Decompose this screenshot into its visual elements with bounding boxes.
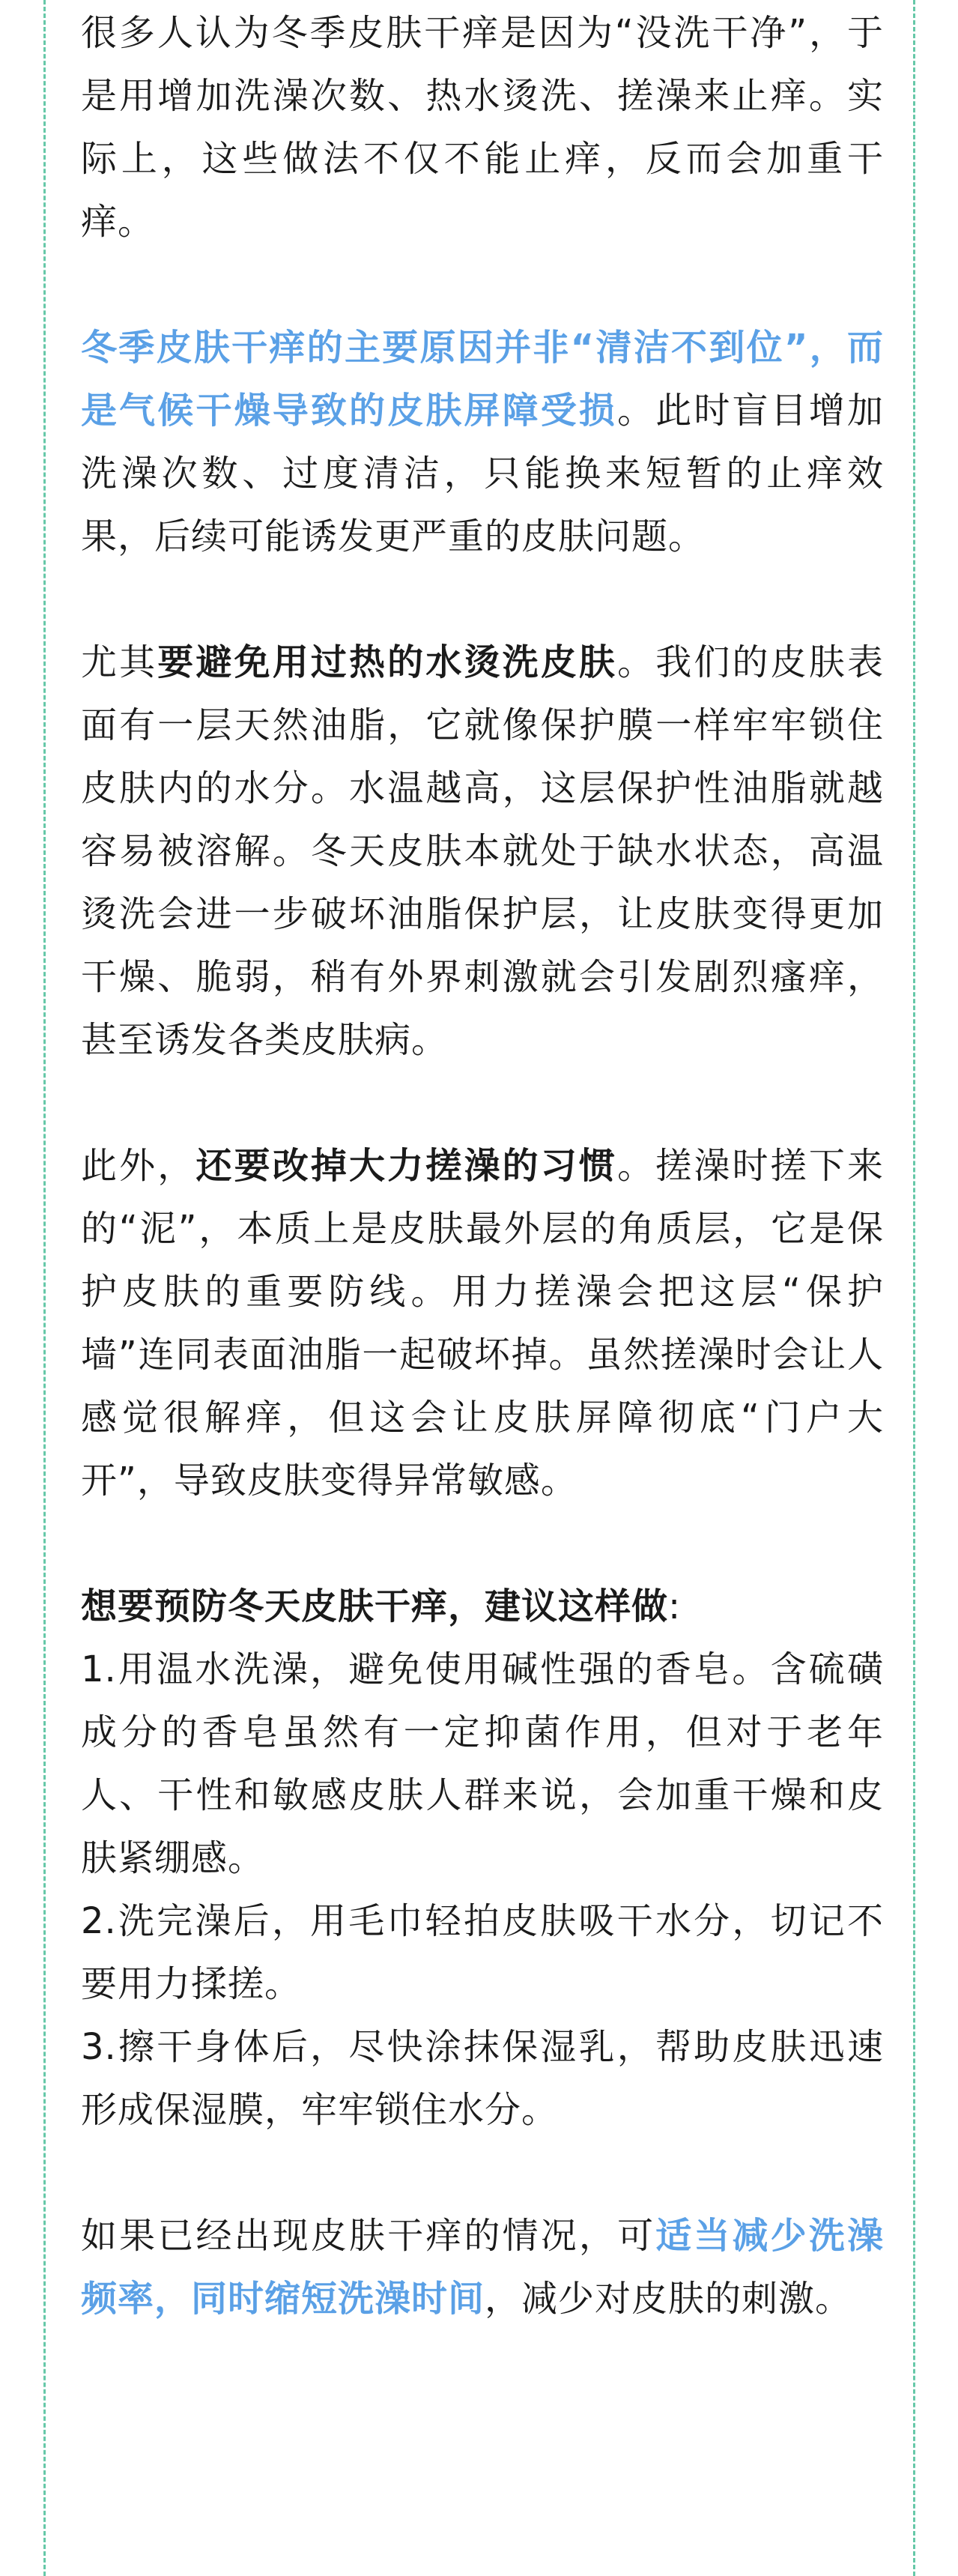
conclusion-prefix: 如果已经出现皮肤干痒的情况，可 bbox=[81, 2215, 656, 2257]
scrubbing-text: 。搓澡时搓下来的“泥”，本质上是皮肤最外层的角质层，它是保护皮肤的重要防线。用力搓澡会把这层“保护墙”连同表面油脂一起破坏掉。虽然搓澡时会让人感觉很解痒，但这会让皮肤屏障彻底“门户大开”，导致皮肤变得异常敏感。 bbox=[81, 1145, 884, 1502]
scrubbing-prefix: 此外， bbox=[81, 1145, 196, 1187]
paragraph-gap bbox=[81, 253, 884, 316]
advice-colon: : bbox=[668, 1585, 682, 1627]
paragraph-hot-water bbox=[81, 631, 884, 1071]
hot-water-prefix: 尤其 bbox=[81, 641, 158, 683]
paragraph-gap bbox=[81, 1071, 884, 1134]
bold-scrubbing: 还要改掉大力搓澡的习惯 bbox=[195, 1145, 618, 1187]
advice-item-2: 2.洗完澡后，用毛巾轻拍皮肤吸干水分，切记不要用力揉搓。 bbox=[81, 1900, 884, 2005]
paragraph-conclusion bbox=[81, 2204, 884, 2330]
paragraph-gap bbox=[81, 568, 884, 631]
bold-advice-heading: 想要预防冬天皮肤干痒，建议这样做 bbox=[81, 1585, 669, 1627]
paragraph-scrubbing bbox=[81, 1134, 884, 1512]
paragraph-gap bbox=[81, 2141, 884, 2204]
advice-heading bbox=[81, 1575, 884, 1638]
paragraph-cause bbox=[81, 316, 884, 568]
highlight-cause: 冬季皮肤干痒的主要原因并非“清洁不到位”，而是气候干燥导致的皮肤屏障受损 bbox=[81, 327, 884, 432]
conclusion-text: ，减少对皮肤的刺激。 bbox=[485, 2278, 852, 2320]
hot-water-text: 。我们的皮肤表面有一层天然油脂，它就像保护膜一样牢牢锁住皮肤内的水分。水温越高，这层保护性油脂就越容易被溶解。冬天皮肤本就处于缺水状态，高温烫洗会进一步破坏油脂保护层，让皮肤变得更加干燥、脆弱，稍有外界刺激就会引发剧烈瘙痒，甚至诱发各类皮肤病。 bbox=[81, 641, 884, 1061]
paragraph-misconception: 很多人认为冬季皮肤干痒是因为“没洗干净”，于是用增加洗澡次数、热水烫洗、搓澡来止痒。实际上，这些做法不仅不能止痒，反而会加重干痒。 bbox=[81, 12, 884, 243]
article-body bbox=[81, 0, 884, 2330]
cause-text: 。此时盲目增加洗澡次数、过度清洁，只能换来短暂的止痒效果，后续可能诱发更严重的皮肤问题。 bbox=[81, 390, 884, 557]
advice-item-1: 1.用温水洗澡，避免使用碱性强的香皂。含硫磺成分的香皂虽然有一定抑菌作用，但对于老年人、干性和敏感皮肤人群来说，会加重干燥和皮肤紧绷感。 bbox=[81, 1648, 884, 1879]
advice-item-3: 3.擦干身体后，尽快涂抹保湿乳，帮助皮肤迅速形成保湿膜，牢牢锁住水分。 bbox=[81, 2026, 884, 2131]
bold-hot-water: 要避免用过热的水烫洗皮肤 bbox=[157, 641, 618, 683]
paragraph-gap bbox=[81, 1512, 884, 1575]
highlight-conclusion: 适当减少洗澡频率，同时缩短洗澡时间 bbox=[81, 2215, 884, 2320]
